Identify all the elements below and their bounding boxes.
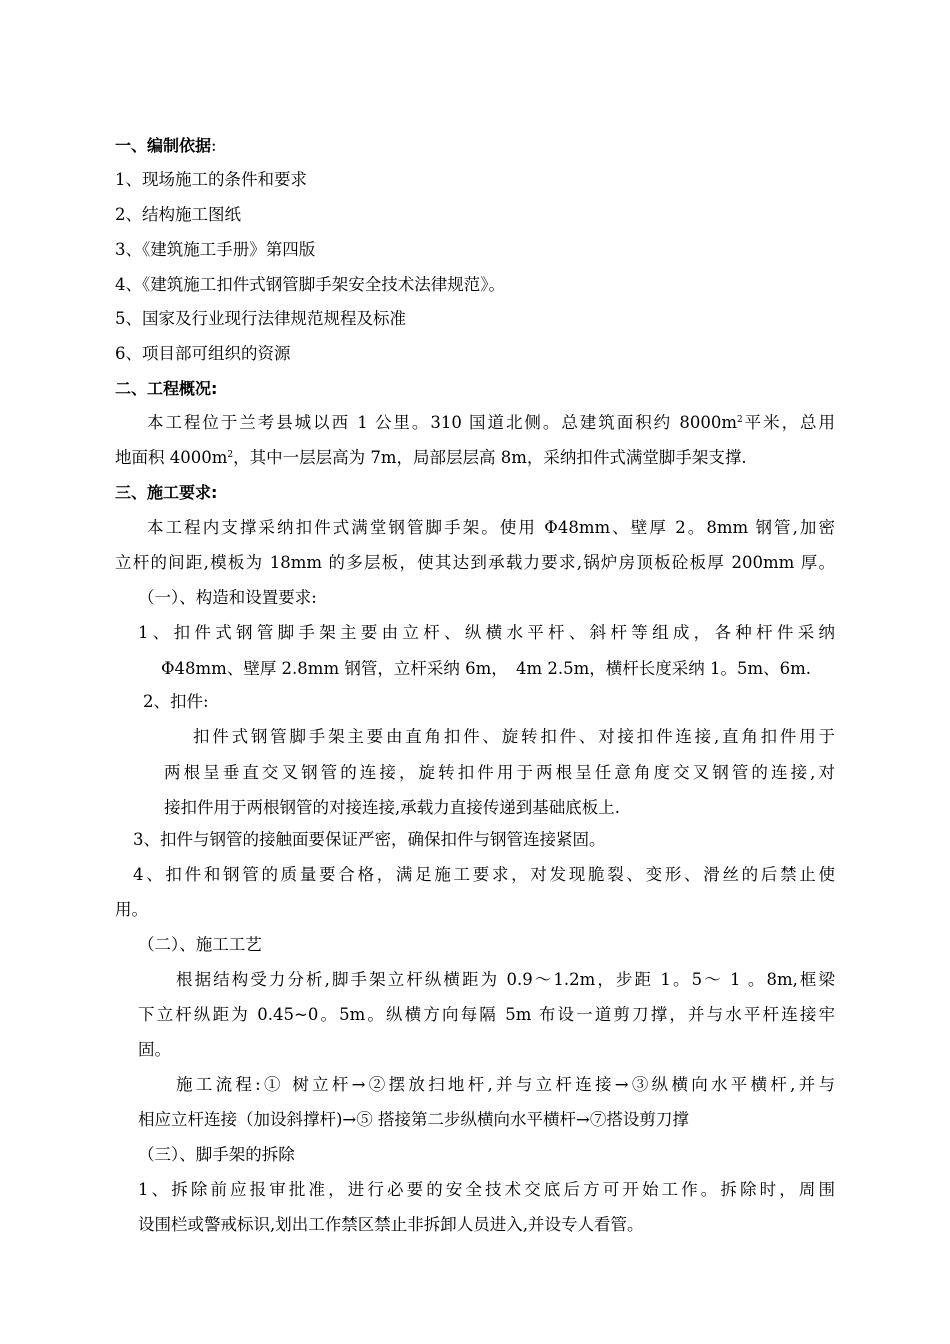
section-heading-basis: 一、编制依据: bbox=[115, 136, 217, 155]
dismantling-item-1-line-1: 1、拆除前应报审批准，进行必要的安全技术交底后方可开始工作。拆除时，周围 bbox=[138, 1180, 835, 1199]
fastener-paragraph-line-1: 扣件式钢管脚手架主要由直角扣件、旋转扣件、对接扣件连接,直角扣件用于 bbox=[193, 727, 835, 746]
basis-item-5: 5、国家及行业现行法律规范规程及标准 bbox=[115, 309, 406, 328]
subsection-heading-dismantling: （三）、脚手架的拆除 bbox=[138, 1145, 295, 1164]
section-heading-overview: 二、工程概况: bbox=[115, 379, 218, 398]
requirements-paragraph-line-2: 立杆的间距,模板为 18mm 的多层板，使其达到承载力要求,锅炉房顶板砼板厚 200mm 厚。 bbox=[115, 553, 835, 572]
dismantling-item-1-line-2: 设围栏或警戒标识,划出工作禁区禁止非拆卸人员进入,并设专人看管。 bbox=[138, 1215, 644, 1234]
structure-item-1-line-1: 1、扣件式钢管脚手架主要由立杆、纵横水平杆、斜杆等组成，各种杆件采纳 bbox=[138, 623, 835, 642]
structure-item-4-line-2: 用。 bbox=[115, 900, 148, 919]
structure-item-1-line-2: Φ48mm、壁厚 2.8mm 钢管，立杆采纳 6m， 4m 2.5m，横杆长度采纳 1。5m、6m. bbox=[161, 659, 812, 678]
structure-item-3: 3、扣件与钢管的接触面要保证严密，确保扣件与钢管连接紧固。 bbox=[133, 830, 606, 849]
basis-item-2: 2、结构施工图纸 bbox=[115, 205, 241, 224]
process-paragraph-line-2: 下立杆纵距为 0.45~0。5m。纵横方向每隔 5m 布设一道剪刀撑，并与水平杆连接牢 bbox=[138, 1005, 835, 1024]
fastener-paragraph-line-2: 两根呈垂直交叉钢管的连接，旋转扣件用于两根呈任意角度交叉钢管的连接,对 bbox=[164, 763, 835, 782]
process-paragraph-line-1: 根据结构受力分析,脚手架立杆纵横距为 0.9～1.2m，步距 1。5～ 1 。8m,框梁 bbox=[176, 970, 835, 989]
subsection-heading-structure: （一）、构造和设置要求: bbox=[138, 588, 317, 607]
overview-paragraph-line-2: 地面积 $4000m^2$，其中一层层高为 7m，局部层层高 8m，采纳扣件式满堂脚手架支撑. bbox=[115, 448, 747, 467]
fastener-paragraph-line-3: 接扣件用于两根钢管的对接连接,承载力直接传递到基础底板上. bbox=[164, 798, 620, 817]
basis-item-4: 4、《建筑施工扣件式钢管脚手架安全技术法律规范》。 bbox=[115, 275, 505, 294]
process-flow-line-2: 相应立杆连接（加设斜撑杆)→⑤ 搭接第二步纵横向水平横杆→⑦搭设剪刀撑 bbox=[138, 1110, 689, 1129]
basis-item-3: 3、《建筑施工手册》第四版 bbox=[115, 240, 316, 259]
requirements-paragraph-line-1: 本工程内支撑采纳扣件式满堂钢管脚手架。使用 Φ48mm、壁厚 2。8mm 钢管,加密 bbox=[147, 518, 835, 537]
basis-item-6: 6、项目部可组织的资源 bbox=[115, 344, 291, 363]
overview-paragraph-line-1: 本工程位于兰考县城以西 1 公里。310 国道北侧。总建筑面积约 $8000m^2$平米，总用 bbox=[147, 413, 836, 432]
section-heading-requirements: 三、施工要求: bbox=[115, 483, 218, 502]
structure-item-2: 2、扣件: bbox=[143, 692, 209, 711]
process-paragraph-line-3: 固。 bbox=[138, 1040, 171, 1059]
subsection-heading-process: （二）、施工工艺 bbox=[138, 935, 262, 954]
structure-item-4-line-1: 4、扣件和钢管的质量要合格，满足施工要求，对发现脆裂、变形、滑丝的后禁止使 bbox=[133, 865, 835, 884]
basis-item-1: 1、现场施工的条件和要求 bbox=[115, 170, 307, 189]
process-flow-line-1: 施工流程:① 树立杆→②摆放扫地杆,并与立杆连接→③纵横向水平横杆,并与 bbox=[176, 1075, 835, 1094]
